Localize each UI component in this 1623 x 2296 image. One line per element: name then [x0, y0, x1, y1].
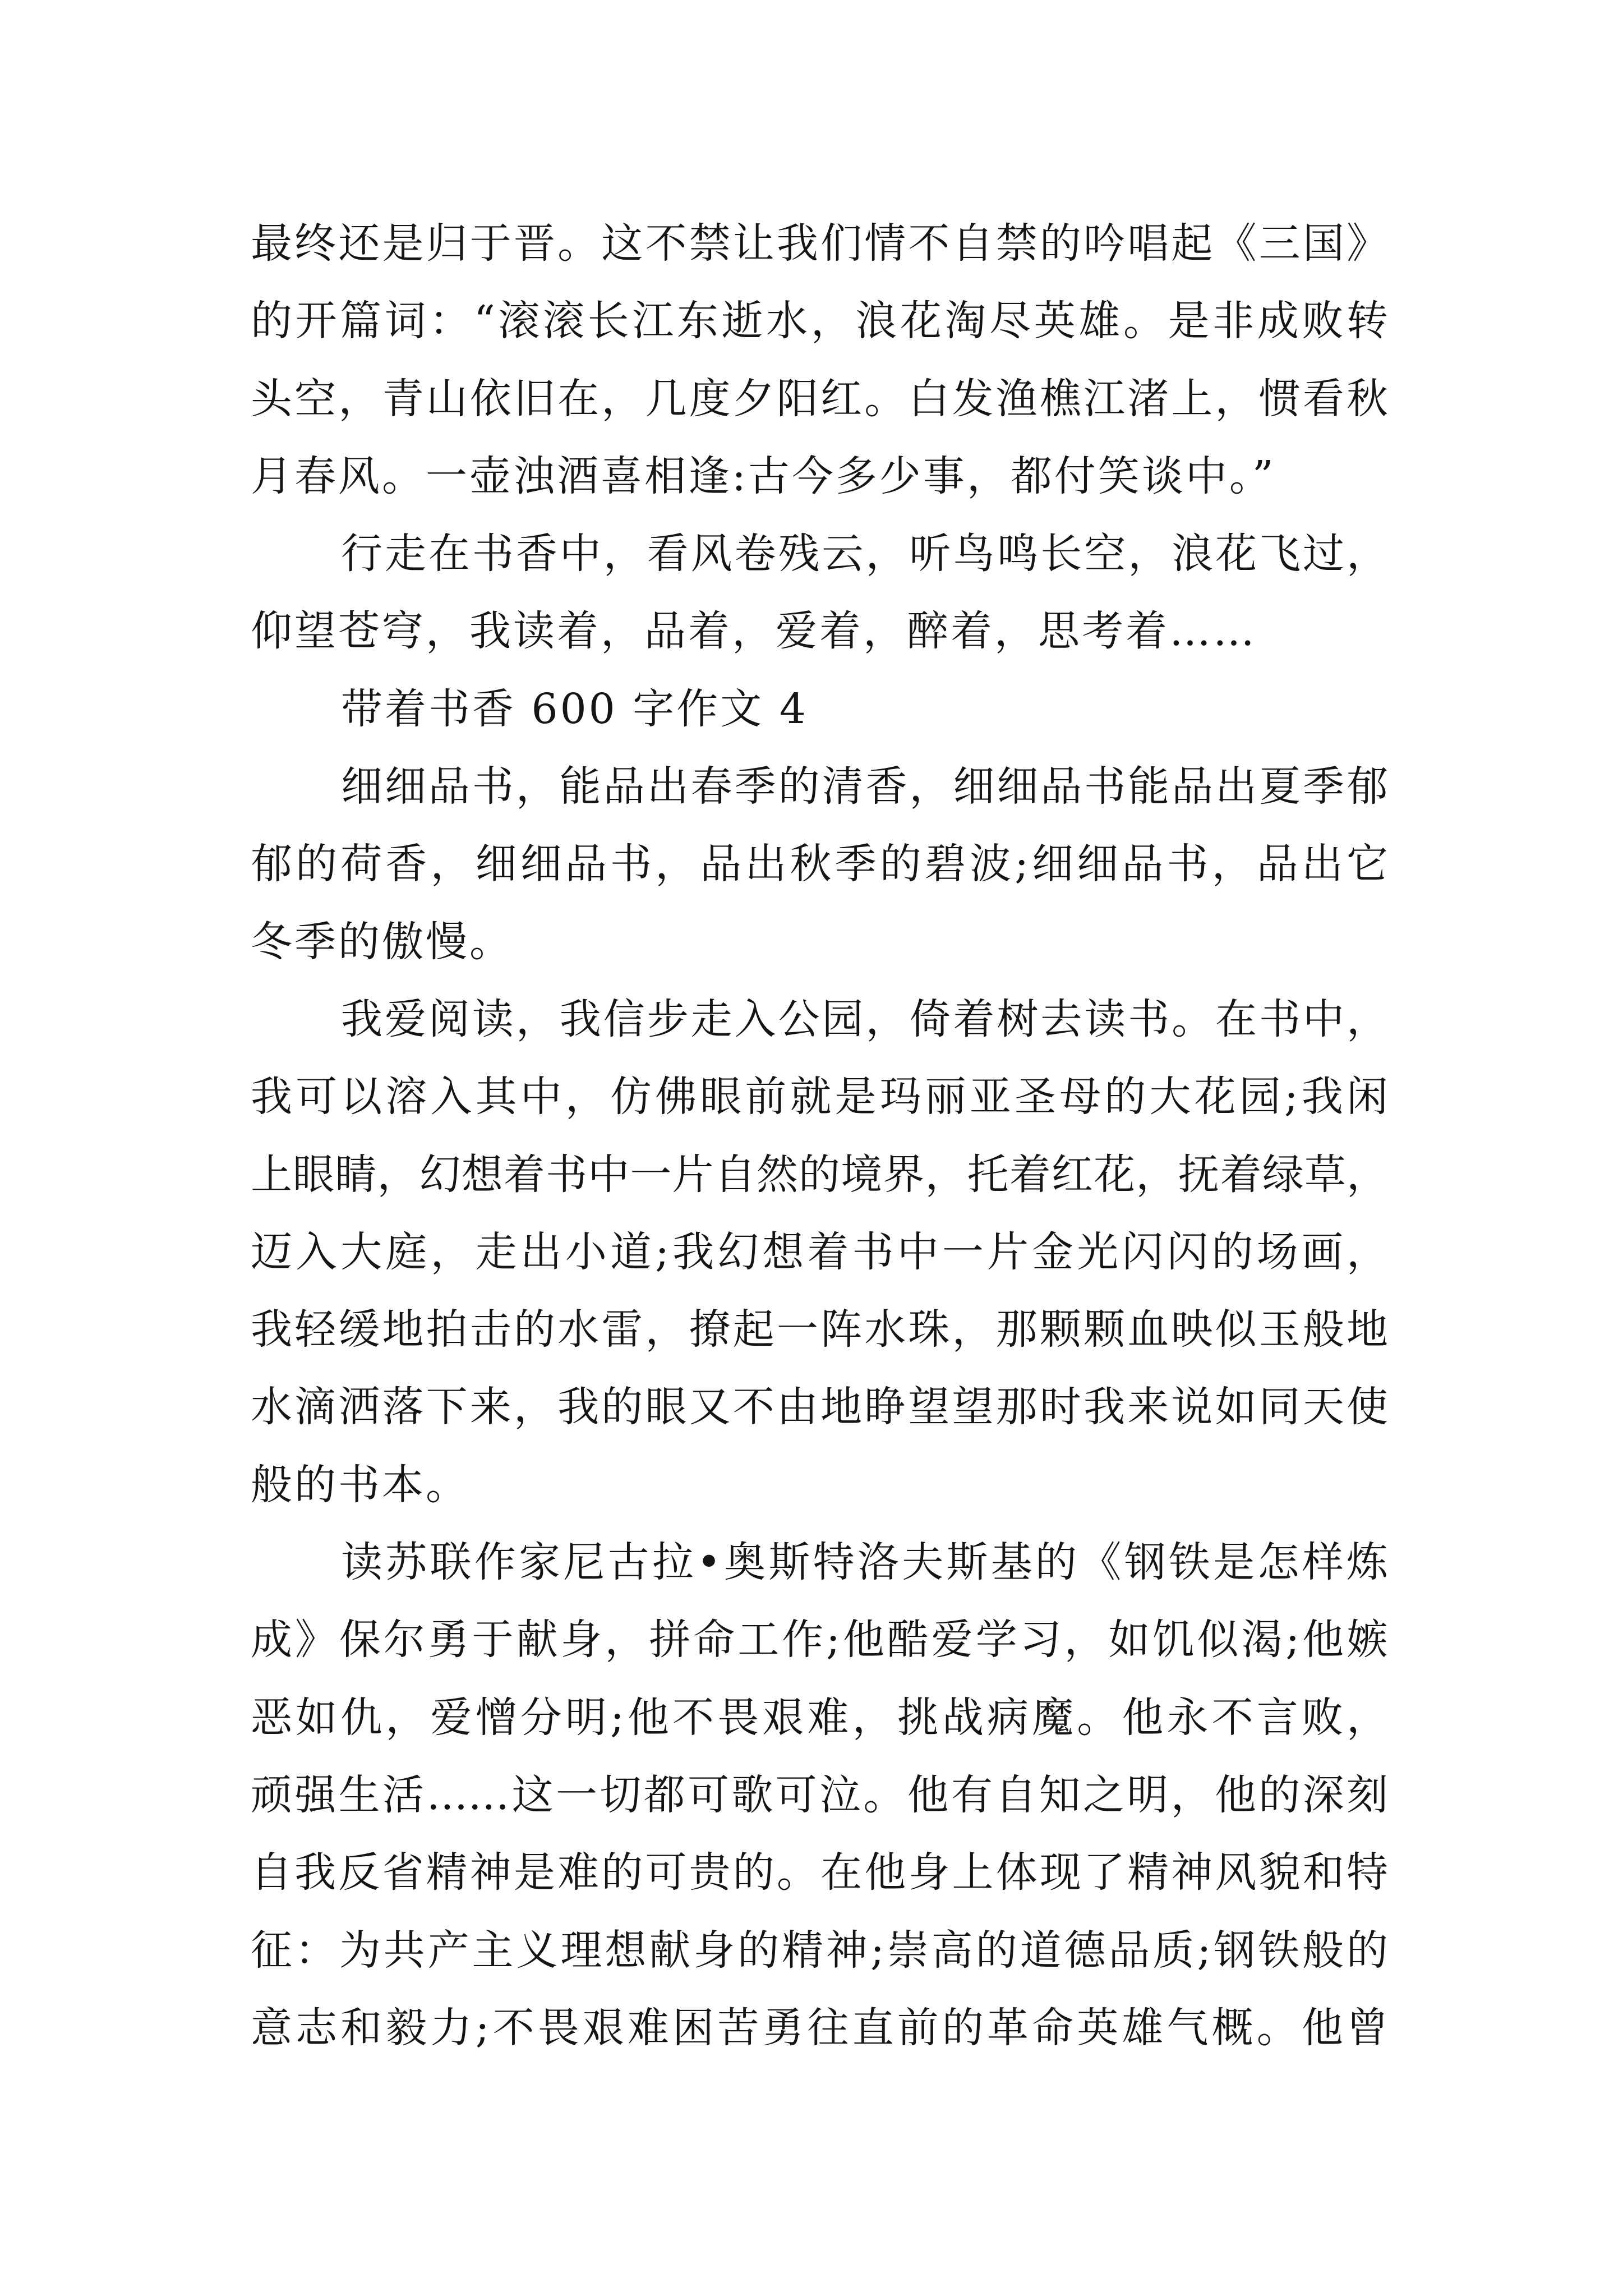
paragraph: [251, 981, 1388, 1524]
text-line: 迈入大庭，走出小道;我幻想着书中一片金光闪闪的场画，: [251, 1227, 1388, 1276]
document-body: [251, 205, 1388, 2067]
text-line: 顽强生活……这一切都可歌可泣。他有自知之明，他的深刻: [251, 1770, 1388, 1819]
section-heading: [251, 670, 1388, 748]
text-line: 最终还是归于晋。这不禁让我们情不自禁的吟唱起《三国》: [251, 219, 1388, 268]
paragraph: [251, 515, 1388, 670]
text-line: 仰望苍穹，我读着，品着，爱着，醉着，思考着……: [251, 607, 1257, 656]
text-line: 水滴洒落下来，我的眼又不由地睁望望那时我来说如同天使: [251, 1383, 1388, 1432]
text-line: 意志和毅力;不畏艰难困苦勇往直前的革命英雄气概。他曾: [251, 2003, 1388, 2052]
text-line: 我轻缓地拍击的水雷，撩起一阵水珠，那颗颗血映似玉般地: [251, 1305, 1388, 1354]
text-line: 自我反省精神是难的可贵的。在他身上体现了精神风貌和特: [251, 1848, 1388, 1897]
text-line: 上眼睛，幻想着书中一片自然的境界，托着红花，抚着绿草，: [251, 1150, 1388, 1199]
text-line: 行走在书香中，看风卷残云，听鸟鸣长空，浪花飞过，: [341, 530, 1388, 578]
text-line: 头空，青山依旧在，几度夕阳红。白发渔樵江渚上，惯看秋: [251, 374, 1388, 423]
text-line: 细细品书，能品出春季的清香，细细品书能品出夏季郁: [341, 762, 1388, 811]
paragraph: [251, 1524, 1388, 2067]
text-line: 月春风。一壶浊酒喜相逢:古今多少事，都付笑谈中。”: [251, 452, 1276, 500]
text-line: 般的书本。: [251, 1460, 469, 1509]
text-line: 的开篇词：“滚滚长江东逝水，浪花淘尽英雄。是非成败转: [251, 297, 1388, 346]
text-line: 读苏联作家尼古拉•奥斯特洛夫斯基的《钢铁是怎样炼: [341, 1538, 1388, 1587]
paragraph: [251, 205, 1388, 515]
text-line: 冬季的傲慢。: [251, 917, 513, 966]
heading-line: 带着书香 600 字作文 4: [341, 684, 808, 733]
text-line: 我爱阅读，我信步走入公园，倚着树去读书。在书中，: [341, 995, 1388, 1043]
text-line: 恶如仇，爱憎分明;他不畏艰难，挑战病魔。他永不言败，: [251, 1693, 1388, 1742]
paragraph: [251, 748, 1388, 981]
text-line: 征：为共产主义理想献身的精神;崇高的道德品质;钢铁般的: [251, 1926, 1388, 1975]
text-line: 成》保尔勇于献身，拼命工作;他酷爱学习，如饥似渴;他嫉: [251, 1616, 1388, 1664]
text-line: 我可以溶入其中，仿佛眼前就是玛丽亚圣母的大花园;我闲: [251, 1073, 1388, 1121]
text-line: 郁的荷香，细细品书，品出秋季的碧波;细细品书，品出它: [251, 840, 1388, 889]
